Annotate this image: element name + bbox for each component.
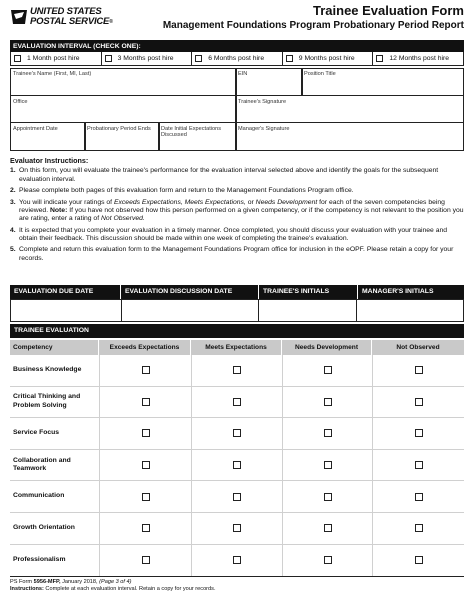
table-row	[10, 450, 464, 482]
date-discussed-field[interactable]	[158, 122, 237, 151]
exceeds-checkbox[interactable]	[142, 556, 150, 564]
form-footer	[10, 579, 464, 593]
col-meets-expectations: Meets Expectations	[191, 340, 282, 355]
form-title: Trainee Evaluation Form	[313, 3, 464, 18]
interval-option-3-months[interactable]: 3 Months post hire	[102, 52, 193, 65]
competency-label: Collaboration and Teamwork	[13, 456, 71, 473]
instructions-heading: Evaluator Instructions:	[10, 156, 89, 165]
table-row	[10, 418, 464, 450]
header-evaluation-due-date: EVALUATION DUE DATE	[10, 285, 121, 299]
trainee-signature-label: Trainee's Signature	[238, 99, 287, 105]
evaluation-header-row	[10, 340, 464, 355]
trainee-name-label: Trainee's Name (First, MI, Last)	[13, 71, 92, 77]
instruction-item: 5. Complete and return this evaluation form to the Management Foundations Program office for inclusion in the eOPF. Please retain a copy for your records.	[10, 246, 454, 262]
interval-option-9-months[interactable]: 9 Months post hire	[283, 52, 374, 65]
evaluation-table-body	[10, 355, 464, 576]
exceeds-checkbox[interactable]	[142, 524, 150, 532]
logo-line-1: UNITED STATES	[30, 6, 102, 17]
logo-mark: ®	[109, 19, 113, 25]
interval-option-1-month[interactable]: 1 Month post hire	[11, 52, 102, 65]
not-observed-checkbox[interactable]	[415, 556, 423, 564]
trainee-evaluation-title: TRAINEE EVALUATION	[10, 324, 464, 338]
interval-option-12-months[interactable]: 12 Months post hire	[373, 52, 463, 65]
col-exceeds-expectations: Exceeds Expectations	[99, 340, 191, 355]
competency-label: Communication	[13, 492, 65, 500]
interval-options	[10, 52, 464, 66]
checkbox[interactable]	[105, 55, 112, 62]
header-trainee-initials: TRAINEE'S INITIALS	[259, 285, 358, 299]
position-title-label: Position Title	[304, 71, 336, 77]
meets-checkbox[interactable]	[233, 366, 241, 374]
form-header	[10, 3, 464, 39]
checkbox[interactable]	[195, 55, 202, 62]
meets-checkbox[interactable]	[233, 524, 241, 532]
competency-label: Service Focus	[13, 429, 60, 437]
needs-development-checkbox[interactable]	[324, 524, 332, 532]
needs-development-checkbox[interactable]	[324, 398, 332, 406]
meets-checkbox[interactable]	[233, 429, 241, 437]
date-discussed-label: Date Initial Expectations Discussed	[161, 126, 222, 139]
interval-option-6-months[interactable]: 6 Months post hire	[192, 52, 283, 65]
exceeds-checkbox[interactable]	[142, 461, 150, 469]
manager-signature-field[interactable]	[235, 122, 464, 151]
competency-label: Business Knowledge	[13, 366, 82, 374]
appointment-date-label: Appointment Date	[13, 126, 58, 132]
evaluation-discussion-date-input[interactable]	[122, 300, 259, 321]
due-date-header-row	[10, 285, 464, 299]
office-field[interactable]	[10, 95, 237, 123]
instruction-item: 2. Please complete both pages of this evaluation form and return to the Management Foundations Program office.	[10, 187, 354, 195]
checkbox[interactable]	[376, 55, 383, 62]
instruction-item: 4. It is expected that you complete your evaluation in a timely manner. Once completed, you should discuss your evaluation with your trainee and obtain their feedback. This discussion should be made within one week of completing the trainee's evaluation.	[10, 226, 448, 242]
exceeds-checkbox[interactable]	[142, 366, 150, 374]
office-label: Office	[13, 99, 28, 105]
footer-instructions: Instructions: Complete at each evaluation interval. Retain a copy for your records.	[10, 586, 216, 592]
not-observed-checkbox[interactable]	[415, 429, 423, 437]
trainee-signature-field[interactable]	[235, 95, 464, 123]
competency-label: Growth Orientation	[13, 524, 75, 532]
eagle-icon	[10, 7, 28, 27]
col-not-observed: Not Observed	[396, 344, 440, 351]
due-date-input-row	[10, 299, 464, 322]
not-observed-checkbox[interactable]	[415, 366, 423, 374]
competency-label: Professionalism	[13, 556, 66, 564]
header-evaluation-discussion-date: EVALUATION DISCUSSION DATE	[121, 285, 259, 299]
exceeds-checkbox[interactable]	[142, 429, 150, 437]
not-observed-checkbox[interactable]	[415, 398, 423, 406]
form-id-line: PS Form 5956-MFP, January 2018, (Page 3 of 4)	[10, 579, 132, 585]
position-title-field[interactable]	[301, 68, 464, 96]
col-needs-development: Needs Development	[282, 340, 372, 355]
meets-checkbox[interactable]	[233, 556, 241, 564]
manager-signature-label: Manager's Signature	[238, 126, 290, 132]
manager-initials-input[interactable]	[357, 300, 463, 321]
exceeds-checkbox[interactable]	[142, 493, 150, 501]
not-observed-checkbox[interactable]	[415, 493, 423, 501]
usps-logo	[10, 7, 120, 29]
table-row	[10, 513, 464, 545]
form-subtitle: Management Foundations Program Probationary Period Report	[162, 20, 464, 31]
logo-line-2: POSTAL SERVICE	[30, 16, 110, 27]
instruction-item: 3. You will indicate your ratings of Exceeds Expectations, Meets Expectations, or Needs Development for each of the seven competencies being reviewed. Note: If you have not observed how this person performed on a given competency, or if the competency is not relevant to the position you are rating, enter a rating of Not Observed.	[10, 198, 464, 223]
probationary-period-field[interactable]	[84, 122, 160, 151]
interval-heading: EVALUATION INTERVAL (CHECK ONE):	[10, 40, 464, 52]
table-row	[10, 387, 464, 419]
exceeds-checkbox[interactable]	[142, 398, 150, 406]
table-row	[10, 545, 464, 577]
needs-development-checkbox[interactable]	[324, 493, 332, 501]
not-observed-checkbox[interactable]	[415, 524, 423, 532]
checkbox[interactable]	[286, 55, 293, 62]
probationary-period-label: Probationary Period Ends	[87, 126, 151, 132]
evaluator-instructions	[10, 157, 464, 266]
checkbox[interactable]	[14, 55, 21, 62]
col-competency: Competency	[10, 340, 99, 355]
not-observed-checkbox[interactable]	[415, 461, 423, 469]
needs-development-checkbox[interactable]	[324, 366, 332, 374]
table-row	[10, 355, 464, 387]
needs-development-checkbox[interactable]	[324, 461, 332, 469]
meets-checkbox[interactable]	[233, 461, 241, 469]
competency-label: Critical Thinking and Problem Solving	[13, 393, 81, 409]
meets-checkbox[interactable]	[233, 493, 241, 501]
ein-field[interactable]	[235, 68, 303, 96]
evaluation-due-date-input[interactable]	[11, 300, 122, 321]
appointment-date-field[interactable]	[10, 122, 86, 151]
instruction-item: 1. On this form, you will evaluate the trainee's performance for the evaluation interval selected above and identify the goals for the subsequent evaluation interval.	[10, 167, 439, 183]
needs-development-checkbox[interactable]	[324, 556, 332, 564]
trainee-name-field[interactable]	[10, 68, 237, 96]
meets-checkbox[interactable]	[233, 398, 241, 406]
table-bottom-rule	[10, 576, 464, 577]
ein-label: EIN	[238, 71, 248, 77]
header-manager-initials: MANAGER'S INITIALS	[362, 288, 434, 295]
needs-development-checkbox[interactable]	[324, 429, 332, 437]
table-row	[10, 481, 464, 513]
trainee-initials-input[interactable]	[259, 300, 358, 321]
